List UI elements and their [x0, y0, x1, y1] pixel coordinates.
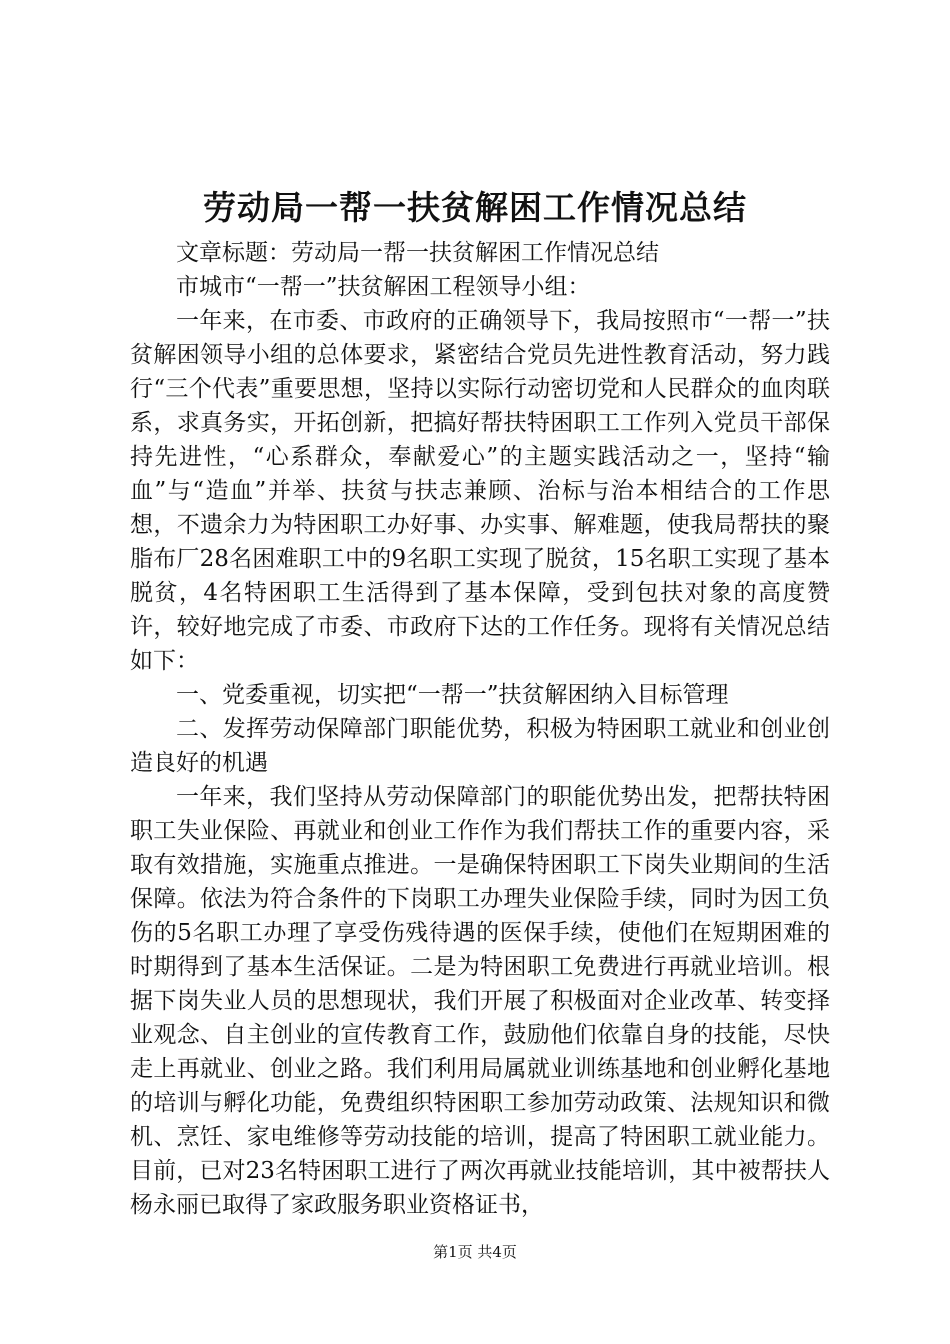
paragraph-intro: 一年来，在市委、市政府的正确领导下，我局按照市“一帮一”扶贫解困领导小组的总体要求，紧密结合党员先进性教育活动，努力践行“三个代表”重要思想，坚持以实际行动密切党和人民群众的血肉联系，求真务实，开拓创新，把搞好帮扶特困职工工作列入党员干部保持先进性，“心系群众，奉献爱心”的主题实践活动之一，坚持“输血”与“造血”并举、扶贫与扶志兼顾、治标与治本相结合的工作思想，不遗余力为特困职工办好事、办实事、解难题，使我局帮扶的聚脂布厂28名困难职工中的9名职工实现了脱贫，15名职工实现了基本脱贫，4名特困职工生活得到了基本保障，受到包扶对象的高度赞许，较好地完成了市委、市政府下达的工作任务。现将有关情况总结如下： [130, 308, 830, 674]
paragraph-salutation: 市城市“一帮一”扶贫解困工程领导小组： [176, 274, 591, 300]
page-footer: 第1页 共4页 [433, 1243, 517, 1261]
document-title: 劳动局一帮一扶贫解困工作情况总结 [203, 188, 747, 227]
paragraph-section-two-body: 一年来，我们坚持从劳动保障部门的职能优势出发，把帮扶特困职工失业保险、再就业和创业工作作为我们帮扶工作的重要内容，采取有效措施，实施重点推进。一是确保特困职工下岗失业期间的生活保障。依法为符合条件的下岗职工办理失业保险手续，同时为因工负伤的5名职工办理了享受伤残待遇的医保手续，使他们在短期困难的时期得到了基本生活保证。二是为特困职工免费进行再就业培训。根据下岗失业人员的思想现状，我们开展了积极面对企业改革、转变择业观念、自主创业的宣传教育工作，鼓励他们依靠自身的技能，尽快走上再就业、创业之路。我们利用局属就业训练基地和创业孵化基地的培训与孵化功能，免费组织特困职工参加劳动政策、法规知识和微机、烹饪、家电维修等劳动技能的培训，提高了特困职工就业能力。目前，已对23名特困职工进行了两次再就业技能培训，其中被帮扶人杨永丽已取得了家政服务职业资格证书， [130, 784, 830, 1218]
paragraph-article-title: 文章标题：劳动局一帮一扶贫解困工作情况总结 [176, 240, 659, 266]
document-body [130, 236, 830, 1222]
section-heading-one: 一、党委重视，切实把“一帮一”扶贫解困纳入目标管理 [176, 682, 729, 708]
section-heading-two: 二、发挥劳动保障部门职能优势，积极为特困职工就业和创业创造良好的机遇 [130, 716, 830, 776]
